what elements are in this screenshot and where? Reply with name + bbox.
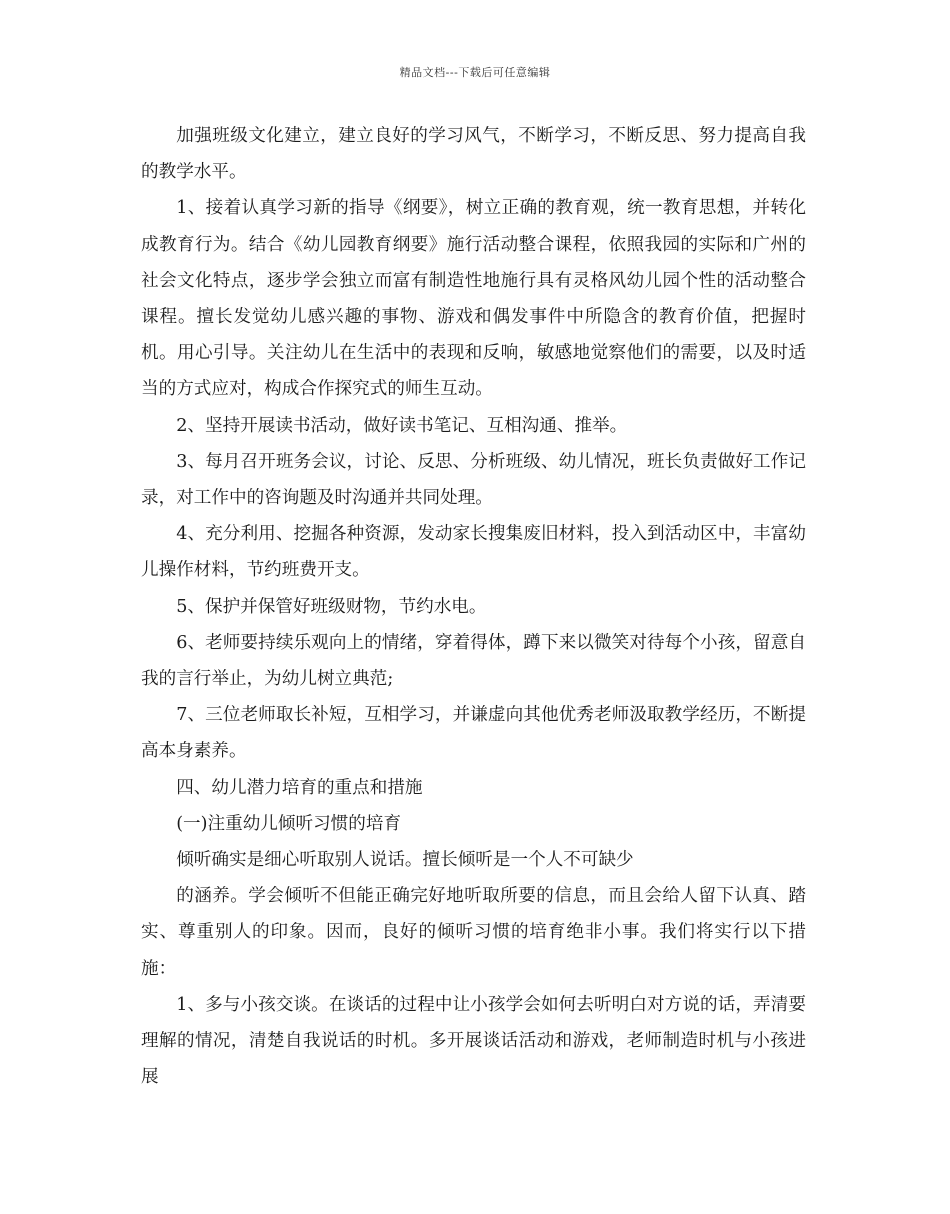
paragraph: 3、每月召开班务会议，讨论、反思、分析班级、幼儿情况，班长负责做好工作记录，对工作中的咨询题及时沟通并共同处理。 [141,451,806,509]
paragraph: 2、坚持开展读书活动，做好读书笔记、互相沟通、推举。 [176,415,628,436]
page-header: 精品文档---下载后可任意编辑 [399,66,551,79]
paragraph: 1、接着认真学习新的指导《纲要》，树立正确的教育观，统一教育思想，并转化成教育行为。结合《幼儿园教育纲要》施行活动整合课程，依照我园的实际和广州的社会文化特点，逐步学会独立而富有制造性地施行具有灵格风幼儿园个性的活动整合课程。擅长发觉幼儿感兴趣的事物、游戏和偶发事件中所隐含的教育价值，把握时机。用心引导。关注幼儿在生活中的表现和反响，敏感地觉察他们的需要，以及时适当的方式应对，构成合作探究式的师生互动。 [141,198,806,400]
section-heading: 四、幼儿潜力培育的重点和措施 [176,777,423,798]
paragraph: 6、老师要持续乐观向上的情绪，穿着得体，蹲下来以微笑对待每个小孩，留意自我的言行举止，为幼儿树立典范; [141,632,806,690]
paragraph: 倾听确实是细心听取别人说话。擅长倾听是一个人不可缺少 [176,850,634,871]
document-body [141,118,806,1095]
paragraph: 加强班级文化建立，建立良好的学习风气，不断学习，不断反思、努力提高自我的教学水平。 [141,126,806,183]
paragraph: 的涵养。学会倾听不但能正确完好地听取所要的信息，而且会给人留下认真、踏实、尊重别人的印象。因而，良好的倾听习惯的培育绝非小事。我们将实行以下措施： [141,886,806,979]
paragraph: 4、充分利用、挖掘各种资源，发动家长搜集废旧材料，投入到活动区中，丰富幼儿操作材料，节约班费开支。 [141,524,806,581]
paragraph: 7、三位老师取长补短，互相学习，并谦虚向其他优秀老师汲取教学经历，不断提高本身素养。 [141,705,806,762]
paragraph: 5、保护并保管好班级财物，节约水电。 [176,596,487,617]
paragraph: 1、多与小孩交谈。在谈话的过程中让小孩学会如何去听明白对方说的话，弄清要理解的情况，清楚自我说话的时机。多开展谈话活动和游戏，老师制造时机与小孩进展 [141,994,806,1088]
subsection-heading: (一)注重幼儿倾听习惯的培育 [176,813,402,834]
